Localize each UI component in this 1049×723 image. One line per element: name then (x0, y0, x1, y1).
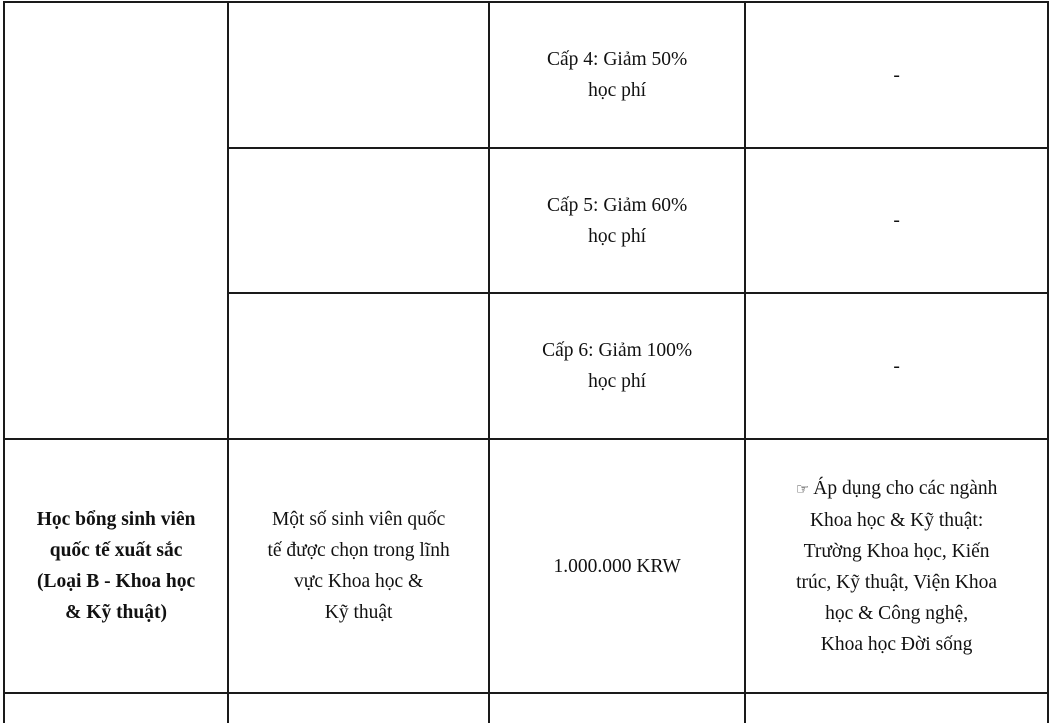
scholarship-name-cell-merged (4, 2, 228, 439)
target-line: vực Khoa học & (294, 571, 424, 592)
benefit-suffix-text: học phí (588, 80, 647, 101)
table-row-partial (4, 693, 1048, 723)
target-cell (228, 2, 489, 148)
empty-cell (4, 693, 228, 723)
benefit-level-text: Cấp 5: Giảm 60% (546, 194, 688, 216)
pointing-hand-icon: ☞ (795, 479, 810, 498)
note-line (756, 473, 1037, 505)
target-cell (228, 293, 489, 439)
empty-cell (228, 693, 489, 723)
note-cell (745, 439, 1048, 693)
note-line: Trường Khoa học, Kiến (803, 540, 990, 562)
note-cell (745, 148, 1048, 293)
benefit-level-text: Cấp 4: Giảm 50% (546, 49, 688, 70)
note-dash: - (893, 210, 900, 231)
note-cell (745, 293, 1048, 439)
note-line: Khoa học Đời sống (820, 633, 973, 655)
benefit-cell (489, 293, 745, 439)
scholarship-name-cell (4, 439, 228, 693)
table-row (4, 439, 1048, 693)
target-cell (228, 439, 489, 693)
benefit-suffix-text: học phí (588, 371, 647, 392)
target-line: Kỹ thuật (324, 602, 393, 623)
empty-cell (745, 693, 1048, 723)
benefit-level-text: Cấp 6: Giảm 100% (542, 340, 693, 361)
note-dash: - (893, 355, 900, 377)
scholarship-table (3, 1, 1049, 723)
target-line: Một số sinh viên quốc (271, 509, 446, 530)
note-dash: - (893, 64, 900, 86)
scholarship-name-line: quốc tế xuất sắc (49, 540, 183, 561)
table-row (4, 2, 1048, 148)
benefit-suffix-text: học phí (588, 225, 647, 247)
note-line-text: Áp dụng cho các ngành (813, 477, 998, 499)
note-line: trúc, Kỹ thuật, Viện Khoa (796, 571, 998, 593)
benefit-cell (489, 439, 745, 693)
amount-text: 1.000.000 KRW (553, 555, 681, 577)
scholarship-name-line: & Kỹ thuật) (65, 602, 167, 623)
note-cell (745, 2, 1048, 148)
target-line: tế được chọn trong lĩnh (267, 540, 450, 561)
note-line: Khoa học & Kỹ thuật: (809, 509, 984, 531)
benefit-cell (489, 148, 745, 293)
scholarship-name-line: Học bổng sinh viên (36, 509, 196, 530)
note-line: học & Công nghệ, (825, 602, 969, 624)
empty-cell (489, 693, 745, 723)
target-cell (228, 148, 489, 293)
benefit-cell (489, 2, 745, 148)
scholarship-name-line: (Loại B - Khoa học (36, 571, 196, 592)
